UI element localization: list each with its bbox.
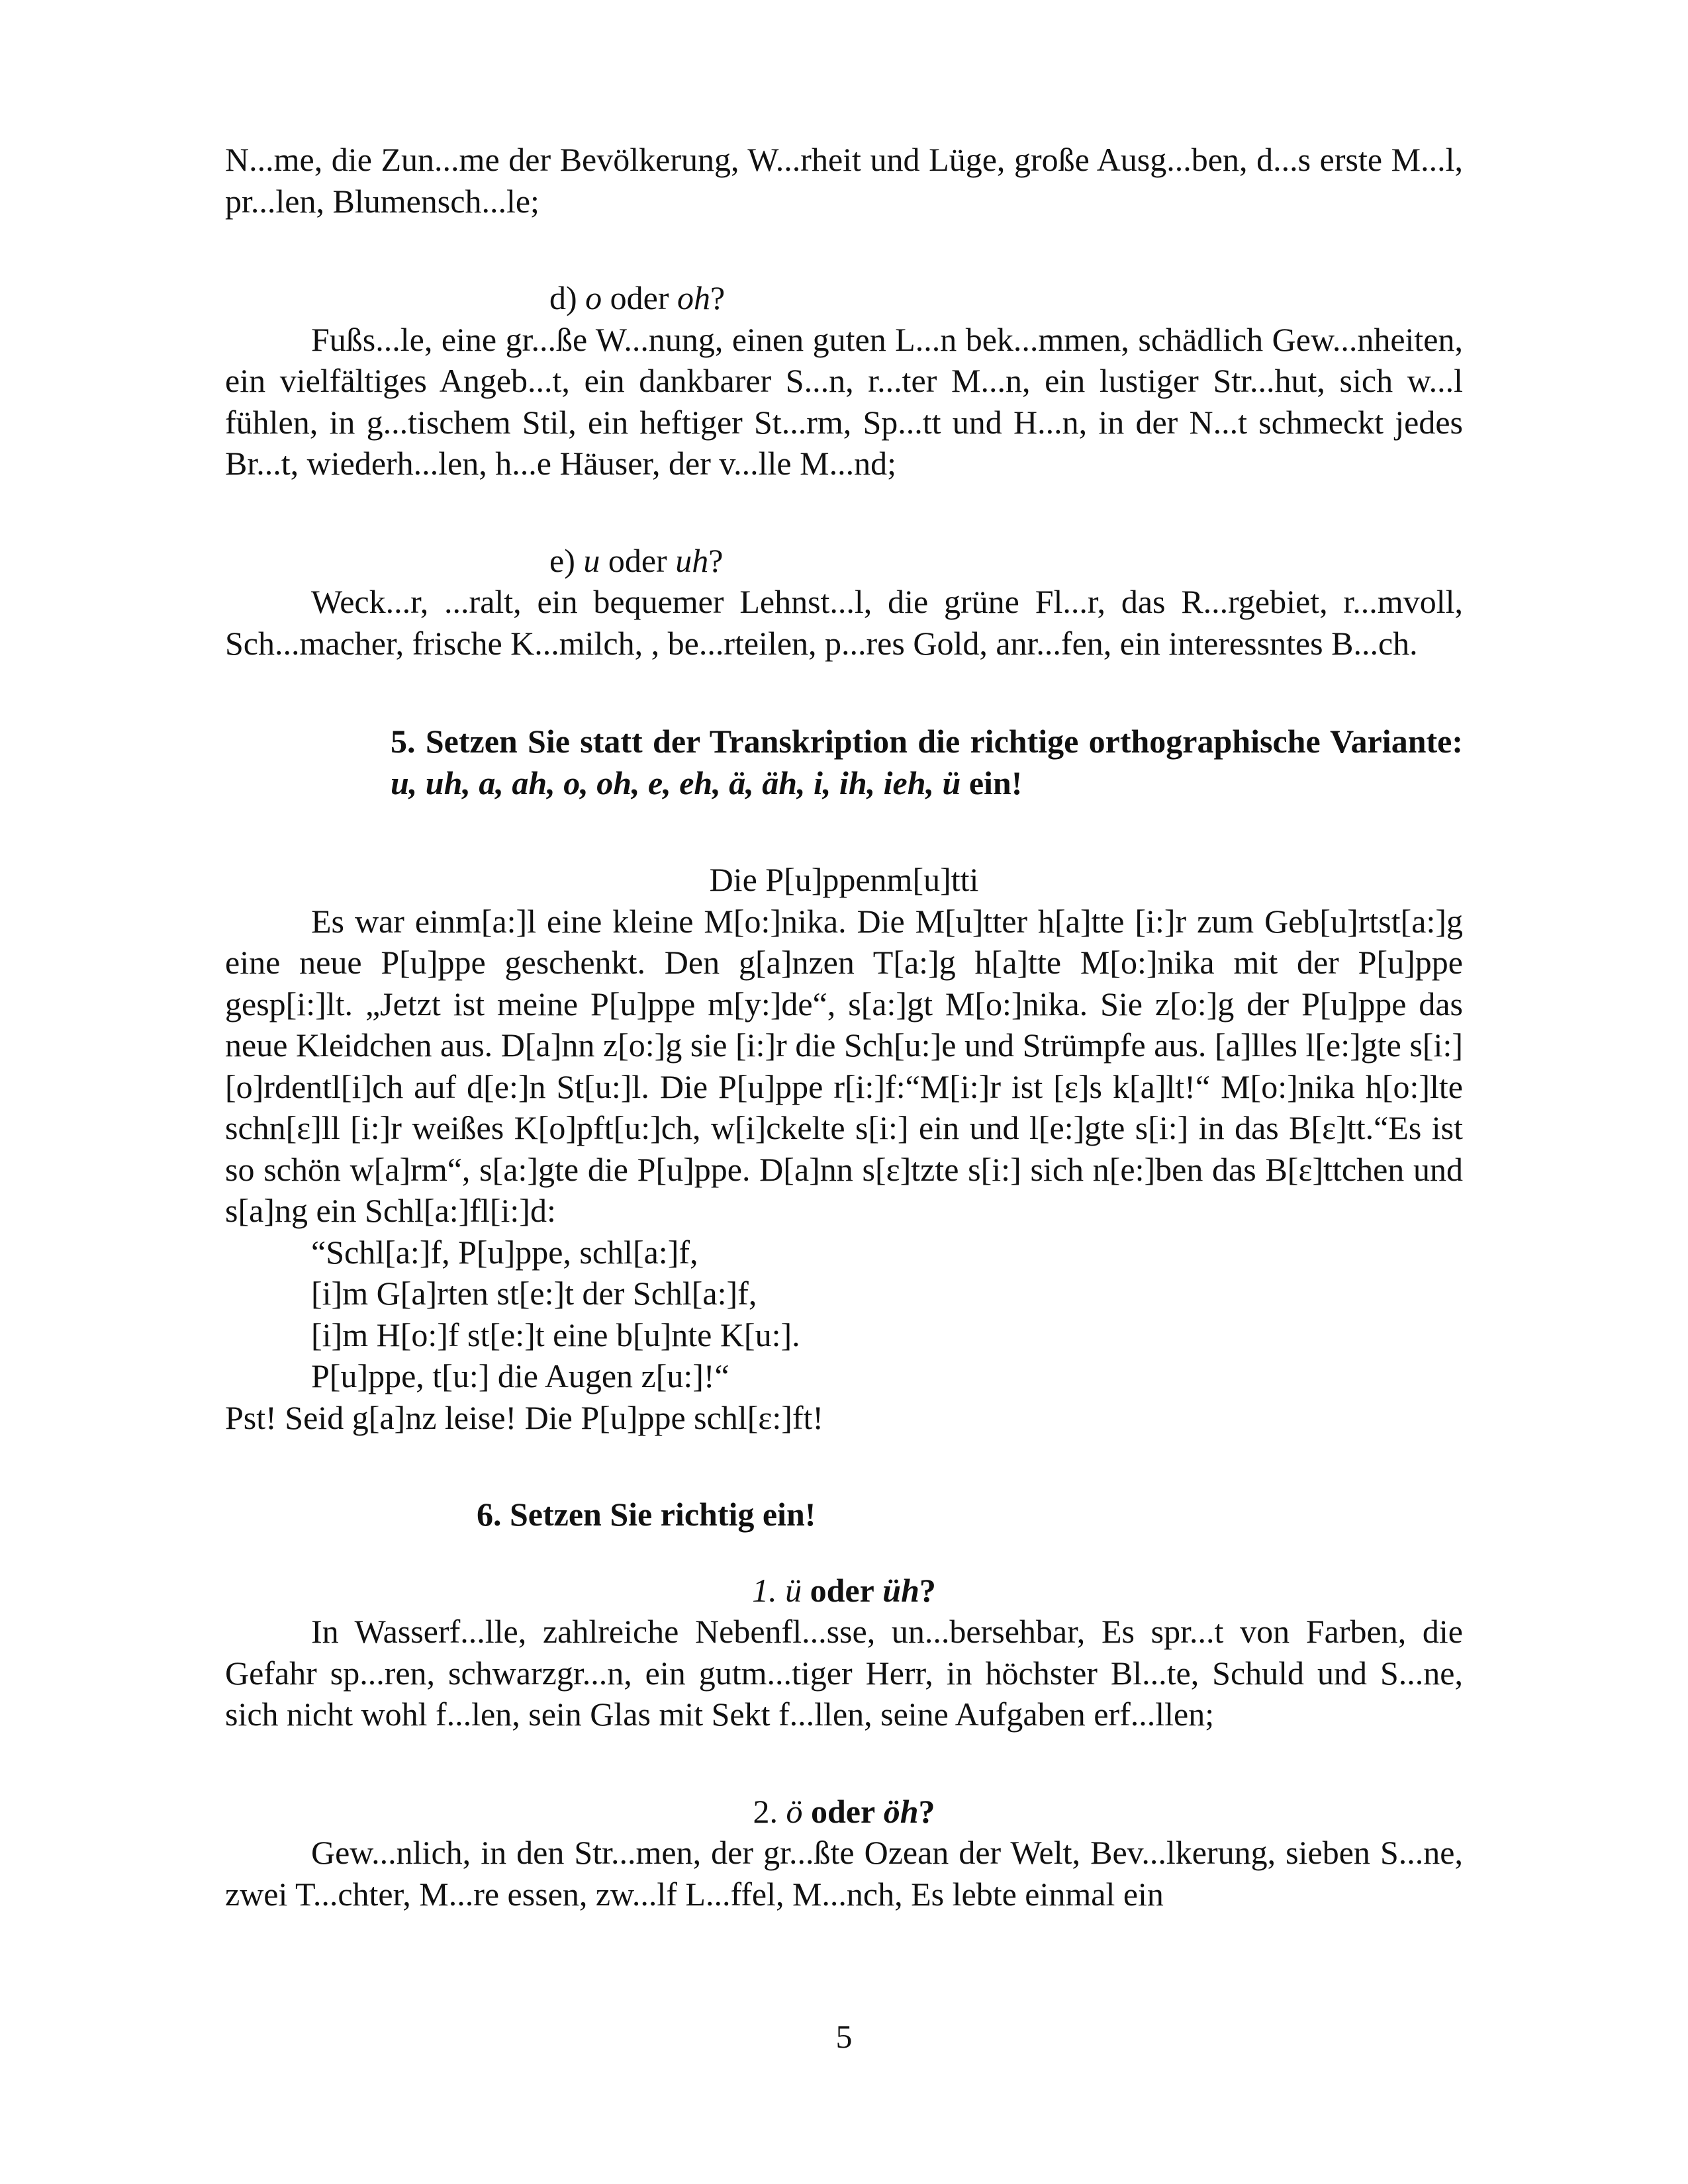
subtask-d-question: ? xyxy=(710,279,726,316)
task6-sub1-question: ? xyxy=(919,1571,936,1609)
task6-heading: 6. Setzen Sie richtig ein! xyxy=(477,1496,816,1533)
story-text: Es war einm[a:]l eine kleine M[o:]nika. Die M[u]tter h[a]tte [i:]r zum Geb[u]rtst[a:]g eine neue P[u]ppe geschenkt. Den g[a]nzen T[a:]g h[a]tte M[o:]nika mit der P[u]ppe gesp[i:]lt. „Jetzt ist meine P[u]ppe m[y:]de“, s[a:]gt M[o:]nika. Sie z[o:]g der P[u]ppe das neue Kleidchen aus. D[a]nn z[o:]g sie [i:]r die Sch[u:]e und Strümpfe aus. [a]lles l[e:]gte s[i:] [o]rdentl[i]ch auf d[e:]n St[u:]l. Die P[u]ppe r[i:]f:“M[i:]r ist [ɛ]s k[a]lt!“ M[o:]nika h[o:]lte schn[ɛ]ll [i:]r weißes K[o]pft[u:]ch, w[i]ckelte s[i:] ein und l[e:]gte s[i:] in das B[ɛ]tt.“Es ist so schön w[a]rm“, s[a:]gte die P[u]ppe. D[a]nn s[ɛ]tzte s[i:] sich n[e:]ben das B[ɛ]ttchen und s[a]ng ein Schl[a:]fl[i:]d: xyxy=(225,902,1463,1229)
poem-line: P[u]ppe, t[u:] die Augen z[u:]!“ xyxy=(311,1357,729,1394)
subtask-d-heading xyxy=(225,277,1463,319)
poem-line: [i]m H[o:]f st[e:]t eine b[u]nte K[u:]. xyxy=(311,1316,800,1353)
task6-sub2-letter2: öh xyxy=(883,1792,919,1830)
task6-sub2-label: 2. xyxy=(753,1792,778,1830)
subtask-d-label: d) xyxy=(549,279,577,316)
poem-line: [i]m G[a]rten st[e:]t der Schl[a:]f, xyxy=(311,1275,757,1312)
task6-sub1-letter1: ü xyxy=(785,1571,802,1609)
task5-tail: ein! xyxy=(968,764,1023,801)
task6-sub2-oder: oder xyxy=(810,1792,876,1830)
subtask-e-question: ? xyxy=(708,541,724,579)
poem xyxy=(225,1232,1463,1397)
task6-sub1-text: In Wasserf...lle, zahlreiche Nebenfl...sse, un...bersehbar, Es spr...t von Farben, die Gefahr sp...ren, schwarzgr...n, ein gutm...tiger Herr, in höchster Bl...te, Schuld und S...ne, sich nicht wohl f...len, sein Glas mit Sekt f...llen, seine Aufgaben erf...llen; xyxy=(225,1613,1463,1733)
task5-heading xyxy=(225,721,1463,803)
task6-sub2-heading xyxy=(225,1791,1463,1833)
task6-sub1-label: 1. xyxy=(752,1571,777,1609)
task5-letters: u, uh, a, ah, o, oh, e, eh, ä, äh, i, ih, ieh, ü xyxy=(391,764,961,801)
subtask-d-text: Fußs...le, eine gr...ße W...nung, einen guten L...n bek...mmen, schädlich Gew...nheiten, ein vielfältiges Angeb...t, ein dankbarer S...n, r...ter M...n, ein lustiger Str...hut, sich w...l fühlen, in g...tischem Stil, ein heftiger St...rm, Sp...tt und H...n, in der N...t schmeckt jedes Br...t, wiederh...len, h...e Häuser, der v...lle M...nd; xyxy=(225,320,1463,482)
subtask-e-oder: oder xyxy=(608,541,667,579)
subtask-d-letter2: oh xyxy=(677,279,710,316)
subtask-d-letter1: o xyxy=(585,279,602,316)
task6-sub2-question: ? xyxy=(918,1792,935,1830)
poem-line: “Schl[a:]f, P[u]ppe, schl[a:]f, xyxy=(311,1233,698,1271)
subtask-e-text: Weck...r, ...ralt, ein bequemer Lehnst...l, die grüne Fl...r, das R...rgebiet, r...mvoll, Sch...macher, frische K...milch, , be...rteilen, p...res Gold, anr...fen, ein interessntes B...ch. xyxy=(225,583,1463,662)
task6-sub2-text: Gew...nlich, in den Str...men, der gr...ßte Ozean der Welt, Bev...lkerung, sieben S...ne, zwei T...chter, M...re essen, zw...lf L...ffel, M...nch, Es lebte einmal ein xyxy=(225,1834,1463,1913)
story-ending: Pst! Seid g[a]nz leise! Die P[u]ppe schl[ɛ:]ft! xyxy=(225,1398,824,1436)
task6-sub1-letter2: üh xyxy=(882,1571,919,1609)
exercise-c-text: N...me, die Zun...me der Bevölkerung, W...rheit und Lüge, große Ausg...ben, d...s erste M...l, pr...len, Blumensch...le; xyxy=(225,141,1463,220)
page-number: 5 xyxy=(835,2018,853,2055)
subtask-e-heading xyxy=(225,540,1463,582)
subtask-e-letter2: uh xyxy=(675,541,709,579)
subtask-e-label: e) xyxy=(549,541,575,579)
task5-heading-text: 5. Setzen Sie statt der Transkription die richtige orthographische Variante: xyxy=(391,723,1463,760)
document-page xyxy=(225,139,1463,1915)
story-title: Die P[u]ppenm[u]tti xyxy=(709,861,979,898)
task6-sub2-letter1: ö xyxy=(786,1792,803,1830)
subtask-d-oder: oder xyxy=(610,279,669,316)
subtask-e-letter1: u xyxy=(583,541,600,579)
task6-sub1-oder: oder xyxy=(810,1571,874,1609)
task6-sub1-heading xyxy=(225,1570,1463,1612)
